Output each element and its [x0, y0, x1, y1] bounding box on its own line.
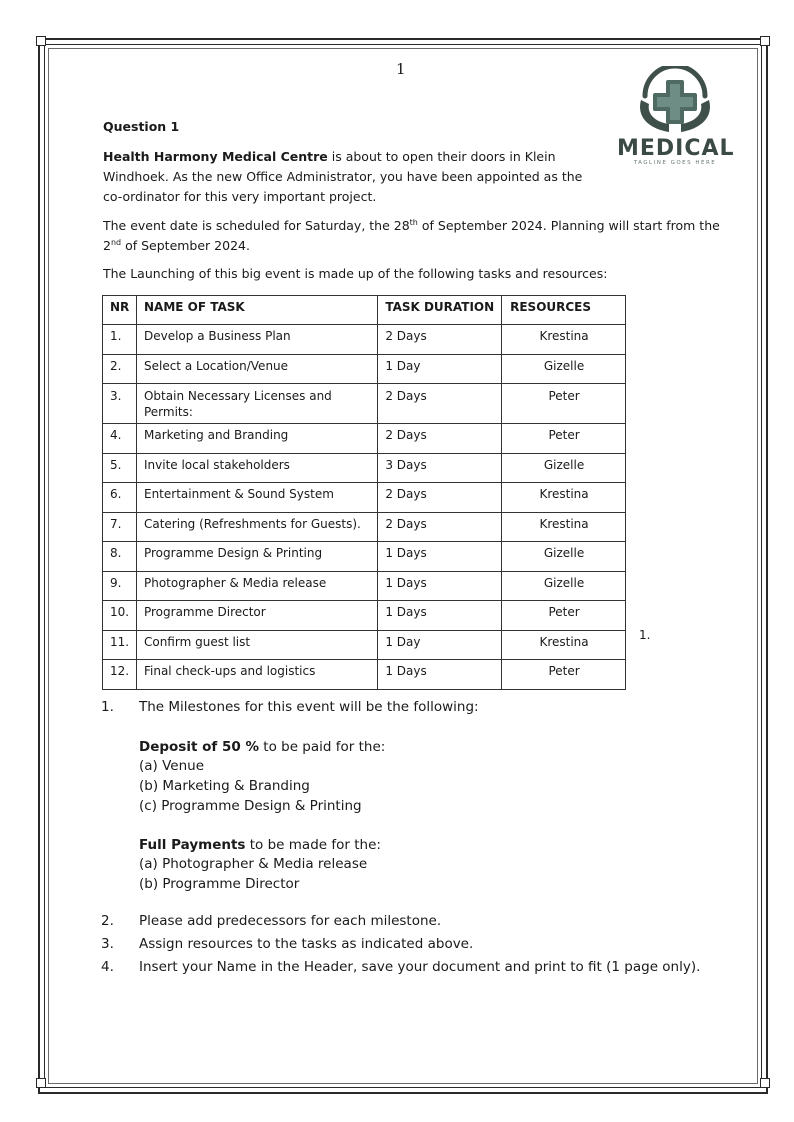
instruction-number: 4.	[101, 959, 114, 975]
logo-tagline: TAGLINE GOES HERE	[633, 160, 717, 166]
table-row	[103, 630, 626, 660]
header-task-name: NAME OF TASK	[136, 296, 377, 325]
task-duration: 2 Days	[378, 512, 502, 542]
tasks-table	[102, 295, 626, 690]
centre-name: Health Harmony Medical Centre	[103, 149, 328, 164]
task-name: Develop a Business Plan	[136, 325, 377, 355]
table-row	[103, 453, 626, 483]
task-resource: Peter	[502, 601, 626, 631]
task-number: 9.	[103, 571, 137, 601]
task-name: Marketing and Branding	[136, 424, 377, 454]
table-row	[103, 384, 626, 424]
ordinal-suffix: nd	[110, 238, 122, 247]
task-duration: 1 Days	[378, 571, 502, 601]
task-duration: 1 Day	[378, 630, 502, 660]
task-number: 3.	[103, 384, 137, 424]
instruction-text: Assign resources to the tasks as indicated above.	[139, 936, 474, 952]
table-header-row	[103, 296, 626, 325]
table-row	[103, 542, 626, 572]
task-duration: 2 Days	[378, 424, 502, 454]
instruction-number: 2.	[101, 913, 114, 929]
deposit-item: (a) Venue	[139, 758, 205, 774]
task-resource: Krestina	[502, 630, 626, 660]
task-number: 4.	[103, 424, 137, 454]
task-duration: 1 Days	[378, 542, 502, 572]
task-number: 10.	[103, 601, 137, 631]
border-corner	[36, 1078, 46, 1088]
task-name: Programme Director	[136, 601, 377, 631]
header-nr: NR	[103, 296, 137, 325]
task-duration: 2 Days	[378, 384, 502, 424]
table-row	[103, 483, 626, 513]
task-number: 5.	[103, 453, 137, 483]
task-resource: Gizelle	[502, 571, 626, 601]
page-number: 1	[396, 60, 406, 78]
full-payments-bold: Full Payments	[139, 837, 246, 853]
task-number: 7.	[103, 512, 137, 542]
task-resource: Peter	[502, 424, 626, 454]
task-resource: Gizelle	[502, 453, 626, 483]
task-resource: Peter	[502, 660, 626, 690]
task-name: Select a Location/Venue	[136, 354, 377, 384]
task-number: 6.	[103, 483, 137, 513]
task-resource: Krestina	[502, 483, 626, 513]
task-name: Confirm guest list	[136, 630, 377, 660]
task-resource: Gizelle	[502, 542, 626, 572]
task-number: 2.	[103, 354, 137, 384]
full-payment-item: (b) Programme Director	[139, 876, 300, 892]
ordinal-suffix: th	[409, 218, 418, 227]
logo-text: MEDICAL	[617, 136, 735, 161]
border-corner	[36, 36, 46, 46]
header-resources: RESOURCES	[502, 296, 626, 325]
deposit-item: (c) Programme Design & Printing	[139, 798, 362, 814]
task-duration: 1 Days	[378, 601, 502, 631]
medical-cross-hands-icon	[617, 66, 733, 138]
task-duration: 3 Days	[378, 453, 502, 483]
border-corner	[760, 36, 770, 46]
task-number: 1.	[103, 325, 137, 355]
task-number: 12.	[103, 660, 137, 690]
event-date-text: The event date is scheduled for Saturday, the 28	[103, 218, 410, 233]
task-resource: Peter	[502, 384, 626, 424]
task-duration: 1 Days	[378, 660, 502, 690]
table-row	[103, 325, 626, 355]
full-payments-rest: to be made for the:	[245, 837, 381, 853]
table-row	[103, 354, 626, 384]
full-payments-heading	[139, 835, 381, 855]
task-duration: 2 Days	[378, 325, 502, 355]
task-duration: 1 Day	[378, 354, 502, 384]
instruction-number: 3.	[101, 936, 114, 952]
task-name: Programme Design & Printing	[136, 542, 377, 572]
instruction-text: The Milestones for this event will be the following:	[139, 699, 479, 715]
task-resource: Gizelle	[502, 354, 626, 384]
task-name: Catering (Refreshments for Guests).	[136, 512, 377, 542]
deposit-item: (b) Marketing & Branding	[139, 778, 310, 794]
instruction-text: Insert your Name in the Header, save your document and print to fit (1 page only).	[139, 959, 701, 975]
task-name: Final check-ups and logistics	[136, 660, 377, 690]
deposit-rest: to be paid for the:	[258, 739, 386, 755]
task-name: Invite local stakeholders	[136, 453, 377, 483]
task-name: Photographer & Media release	[136, 571, 377, 601]
task-duration: 2 Days	[378, 483, 502, 513]
task-name: Obtain Necessary Licenses and Permits:	[136, 384, 377, 424]
question-title: Question 1	[103, 119, 180, 134]
instruction-text: Please add predecessors for each milestone.	[139, 913, 442, 929]
full-payment-item: (a) Photographer & Media release	[139, 856, 368, 872]
medical-logo	[617, 66, 733, 170]
task-resource: Krestina	[502, 325, 626, 355]
intro-text: is about to open their doors in Klein Windhoek. As the new Office Administrator, you have been appointed as the co-ordinator for this very important project.	[103, 149, 583, 204]
table-row	[103, 660, 626, 690]
event-date-text: of September 2024.	[121, 238, 250, 253]
side-mark: 1.	[639, 628, 651, 642]
border-corner	[760, 1078, 770, 1088]
launch-intro: The Launching of this big event is made up of the following tasks and resources:	[103, 266, 608, 281]
task-number: 11.	[103, 630, 137, 660]
table-row	[103, 424, 626, 454]
table-row	[103, 601, 626, 631]
deposit-heading	[139, 737, 385, 757]
task-number: 8.	[103, 542, 137, 572]
header-task-duration: TASK DURATION	[378, 296, 502, 325]
intro-paragraph	[103, 147, 603, 207]
event-date-text: of September 2024. Planning will start from the 2	[103, 218, 720, 253]
table-row	[103, 571, 626, 601]
deposit-bold: Deposit of 50 %	[139, 739, 259, 755]
task-resource: Krestina	[502, 512, 626, 542]
instruction-number: 1.	[101, 699, 114, 715]
event-date-paragraph	[103, 216, 723, 256]
table-row	[103, 512, 626, 542]
task-name: Entertainment & Sound System	[136, 483, 377, 513]
